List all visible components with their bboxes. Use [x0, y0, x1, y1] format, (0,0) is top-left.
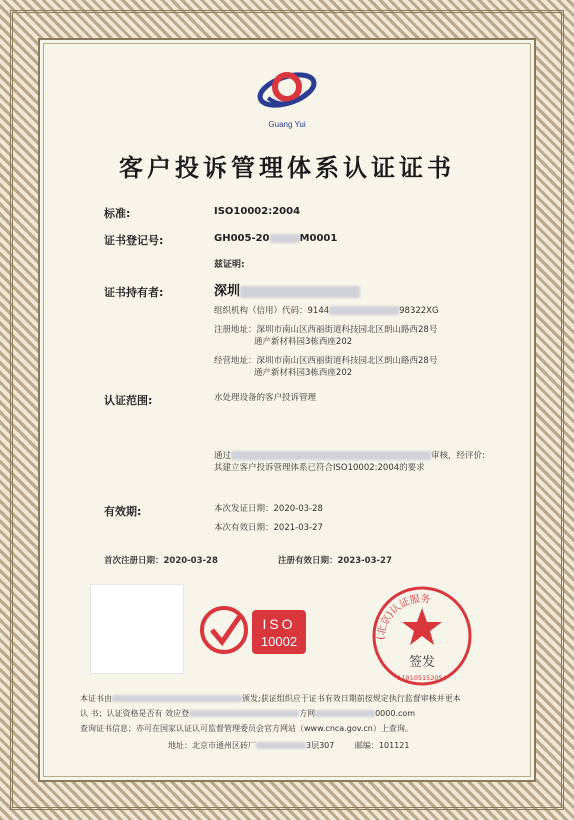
iso-mark-line2: 10002 — [260, 634, 298, 649]
seal-sign: 签发 — [408, 655, 436, 670]
audit-statement: 通过 审核，经评价: 其建立客户投诉管理体系已符合ISO10002:2004的要求 — [214, 451, 485, 473]
operating-address: 经营地址：深圳市南山区西丽街道科技园北区朗山路西28号 通产新材料园3栋西座202 — [214, 356, 438, 378]
certify-label: 兹证明: — [214, 260, 245, 270]
registration-value: GH005-20 M0001 — [214, 233, 338, 244]
registration-expiry-date: 注册有效日期：2023-03-27 — [278, 556, 392, 566]
certificate-title: 客户投诉管理体系认证证书 — [119, 154, 455, 182]
scope-value: 水处理设备的客户投诉管理 — [214, 393, 317, 403]
footer-address: 地址：北京市通州区砖厂 3层307 邮编：101121 — [168, 741, 410, 750]
standard-value: ISO10002:2004 — [214, 206, 301, 217]
iso-mark-line1: ISO — [262, 616, 296, 632]
footer-line-1: 本证书由 颁发;获证组织应于证书有效日期前按规定执行监督审核并更本 — [80, 694, 461, 703]
holder-label: 证书持有者: — [104, 286, 164, 299]
footer-line-2: 认 书；认证资格是否有 效应登 方网 0000.com — [80, 709, 416, 718]
scope-label: 认证范围: — [104, 394, 153, 407]
iso-certification-mark — [200, 600, 308, 660]
org-code: 组织机构（信用）代码：9144 98322XG — [214, 306, 439, 316]
registration-label: 证书登记号: — [104, 234, 164, 247]
logo-wordmark: Guang Yui — [268, 120, 306, 129]
official-seal — [370, 584, 474, 688]
standard-label: 标准: — [104, 207, 131, 220]
seal-number: 110105152054 — [397, 674, 447, 682]
seal-ring-text: (北京)认证服务 — [375, 593, 431, 641]
holder-name: 深圳 — [214, 280, 360, 299]
qr-code-area — [90, 584, 184, 674]
issue-date: 本次发证日期：2020-03-28 — [214, 504, 323, 514]
registered-address: 注册地址：深圳市南山区西丽街道科技园北区朗山路西28号 通产新材料园3栋西座202 — [214, 325, 438, 347]
footer-line-3: 查询证书信息；亦可在国家认证认可监督管理委员会官方网站（www.cnca.gov.cn）上查询。 — [80, 724, 413, 733]
company-logo-icon — [254, 60, 320, 120]
expiry-date: 本次有效日期：2021-03-27 — [214, 523, 323, 533]
first-registration-date: 首次注册日期：2020-03-28 — [104, 556, 218, 566]
validity-label: 有效期: — [104, 505, 142, 518]
